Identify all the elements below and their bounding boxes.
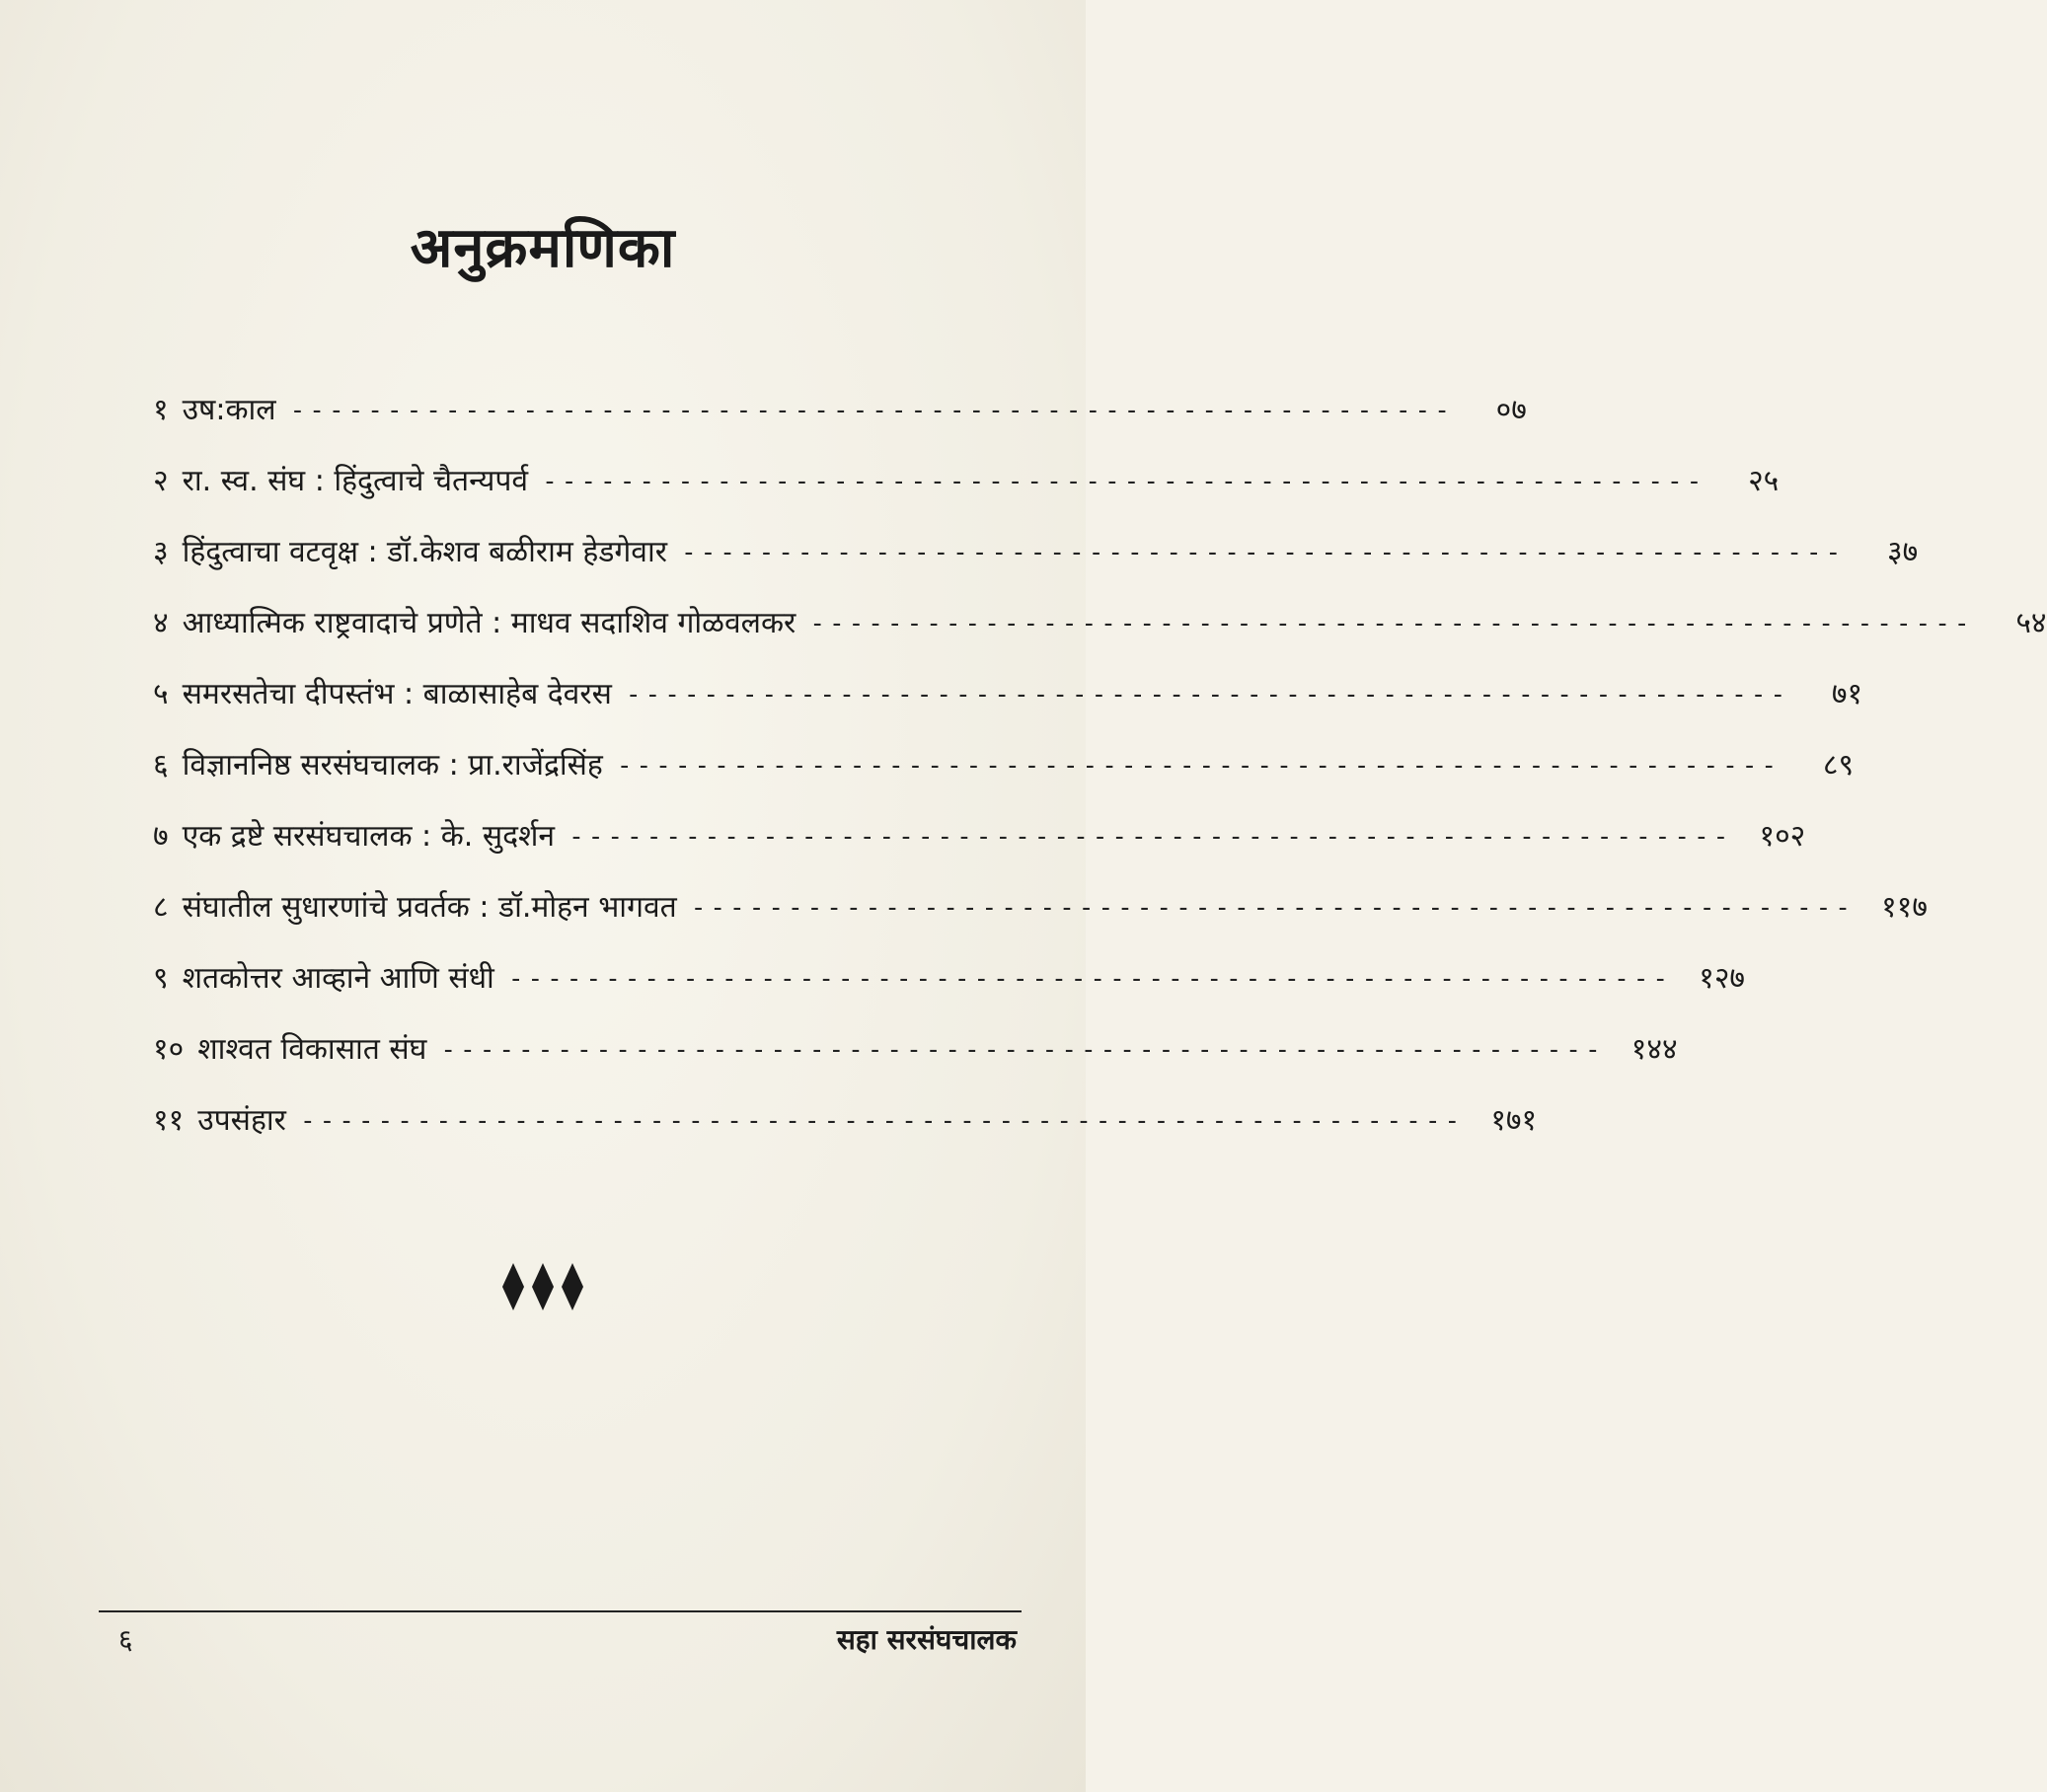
toc-entry-title: समरसतेचा दीपस्तंभ : बाळासाहेब देवरस [182, 677, 612, 711]
toc-entry [153, 659, 1863, 730]
toc-dash-leader: ------------------------------------------------------------ [690, 893, 1855, 923]
section-ornament [0, 1263, 1086, 1310]
footer-divider [99, 1610, 1022, 1612]
toc-entry-number: ८ [153, 890, 169, 925]
toc-entry-title: एक द्रष्टे सरसंघचालक : के. सुदर्शन [182, 819, 556, 854]
toc-entry [153, 943, 1746, 1014]
toc-entry-title: उपसंहार [197, 1103, 286, 1138]
toc-entry-page: ०७ [1495, 393, 1527, 427]
toc-dash-leader: ------------------------------------------------------------ [542, 467, 1706, 496]
diamond-icon [562, 1263, 583, 1310]
toc-entry-page: ५४ [2015, 606, 2047, 640]
toc-entry-title: हिंदुत्वाचा वटवृक्ष : डॉ.केशव बळीराम हेडगेवार [182, 535, 667, 569]
toc-entry [153, 588, 2047, 659]
toc-entry-page: १७१ [1490, 1103, 1538, 1138]
diamond-icon [502, 1263, 524, 1310]
toc-entry-page: ३७ [1886, 535, 1919, 569]
table-of-contents [153, 375, 2047, 1157]
toc-entry [153, 1014, 1678, 1085]
toc-dash-leader: ------------------------------------------------------------ [616, 751, 1782, 781]
diamond-icon [532, 1263, 554, 1310]
toc-dash-leader: ------------------------------------------------------------ [299, 1106, 1465, 1136]
toc-entry-title: संघातील सुधारणांचे प्रवर्तक : डॉ.मोहन भागवत [182, 890, 677, 925]
toc-entry-page: २५ [1748, 464, 1780, 498]
toc-dash-leader: ------------------------------------------------------------ [680, 538, 1846, 567]
toc-entry-number: १ [153, 393, 169, 427]
toc-entry-title: विज्ञाननिष्ठ सरसंघचालक : प्रा.राजेंद्रसिंह [182, 748, 603, 783]
toc-entry-number: ७ [153, 819, 169, 854]
toc-entry [153, 801, 1806, 872]
toc-entry-page: ७१ [1831, 677, 1863, 711]
toc-entry-number: ६ [153, 748, 169, 783]
toc-dash-leader: ------------------------------------------------------------ [289, 396, 1454, 425]
toc-entry-page: १०२ [1759, 819, 1806, 854]
toc-entry [153, 517, 1919, 588]
toc-entry-title: रा. स्व. संघ : हिंदुत्वाचे चैतन्यपर्व [182, 464, 529, 498]
page-title: अनुक्रमणिका [410, 216, 676, 280]
toc-dash-leader: ------------------------------------------------------------ [507, 964, 1673, 994]
toc-entry-number: ११ [153, 1103, 185, 1138]
toc-entry [153, 730, 1855, 801]
toc-entry-number: ९ [153, 961, 169, 996]
toc-entry-number: ४ [153, 606, 169, 640]
toc-entry [153, 872, 1928, 943]
toc-entry-number: ३ [153, 535, 169, 569]
toc-entry-title: शतकोत्तर आव्हाने आणि संधी [182, 961, 494, 996]
toc-dash-leader: ------------------------------------------------------------ [809, 609, 1974, 638]
toc-entry-page: १४४ [1630, 1032, 1678, 1067]
toc-entry-title: उष:काल [182, 393, 276, 427]
toc-entry [153, 1085, 1538, 1157]
toc-entry-number: २ [153, 464, 169, 498]
toc-entry [153, 375, 1527, 446]
toc-entry [153, 446, 1780, 517]
toc-entry-page: ११७ [1881, 890, 1928, 925]
toc-dash-leader: ------------------------------------------------------------ [569, 822, 1733, 852]
toc-entry-page: ८९ [1822, 748, 1855, 783]
toc-entry-page: १२७ [1699, 961, 1746, 996]
toc-dash-leader: ------------------------------------------------------------ [625, 680, 1790, 709]
toc-entry-title: आध्यात्मिक राष्ट्रवादाचे प्रणेते : माधव सदाशिव गोळवलकर [182, 606, 796, 640]
toc-entry-number: ५ [153, 677, 169, 711]
toc-dash-leader: ------------------------------------------------------------ [440, 1035, 1605, 1065]
toc-entry-number: १० [153, 1032, 185, 1067]
footer-page-number: ६ [118, 1623, 133, 1656]
toc-entry-title: शाश्वत विकासात संघ [197, 1032, 427, 1067]
footer-book-title: सहा सरसंघचालक [836, 1623, 1017, 1656]
